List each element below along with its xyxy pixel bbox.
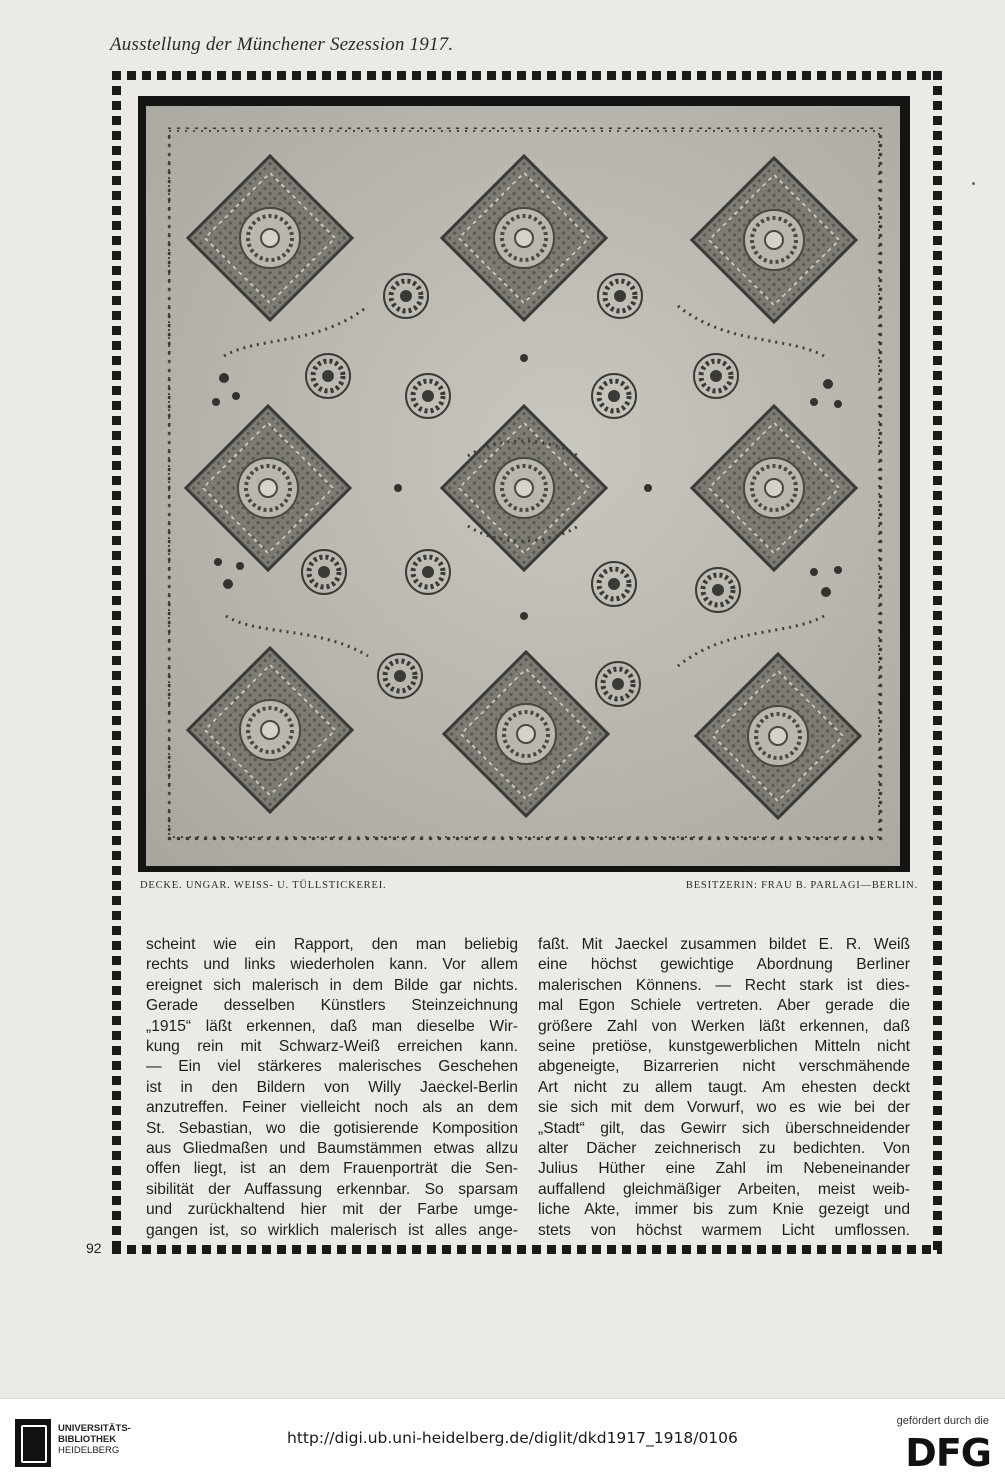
figure-caption-left: DECKE. UNGAR. WEISS- U. TÜLLSTICKEREI. (140, 880, 387, 891)
column-line: auffallend gleichmäßiger Arbeiten, meist weib- (538, 1180, 910, 1198)
funded-by-label: gefördert durch die (896, 1415, 989, 1427)
cloth-illustration (138, 96, 910, 872)
column-line: Julius Hüther eine Zahl im Nebeneinander (538, 1160, 910, 1178)
library-logo-icon (15, 1419, 51, 1467)
column-line: kung rein mit Schwarz-Weiß erreichen kann. (146, 1038, 518, 1056)
embroidered-cloth-photo (138, 96, 910, 872)
border-right (933, 71, 942, 1254)
library-name-line: BIBLIOTHEK (58, 1434, 117, 1445)
column-line: faßt. Mit Jaeckel zusammen bildet E. R. Weiß (538, 936, 910, 953)
column-line: offen liegt, ist an dem Frauenporträt die Sen- (146, 1160, 518, 1178)
border-top (112, 71, 942, 80)
column-line: ereignet sich malerisch in dem Bilde gar nichts. (146, 976, 518, 994)
text-column-left (146, 935, 518, 1241)
column-line: abgeneigte, Bizarrerien nicht verschmähende (538, 1058, 910, 1076)
column-line: mal Egon Schiele vertreten. Aber gerade die (538, 997, 910, 1015)
border-bottom (112, 1245, 942, 1254)
permalink-url[interactable]: http://digi.ub.uni-heidelberg.de/diglit/dkd1917_1918/0106 (287, 1429, 738, 1447)
column-line: Gerade desselben Künstlers Steinzeichnung (146, 997, 518, 1015)
column-line: scheint wie ein Rapport, den man beliebig (146, 936, 518, 953)
library-name (58, 1423, 131, 1456)
column-line: größere Zahl von Werken läßt erkennen, daß (538, 1017, 910, 1035)
column-line: eine höchst gewichtige Abordnung Berliner (538, 956, 910, 974)
figure-caption-right: BESITZERIN: FRAU B. PARLAGI—BERLIN. (685, 880, 918, 891)
column-line: aus Gliedmaßen und Baumstämmen etwas allzu (146, 1140, 518, 1158)
column-line: „Stadt“ gilt, das Gewirr sich überschneidender (538, 1119, 910, 1137)
library-name-line: HEIDELBERG (58, 1445, 120, 1456)
column-line: stets von höchst warmem Licht umflossen. (538, 1221, 910, 1239)
column-line: sie sich mit dem Vorwurf, wo es wie bei der (538, 1099, 910, 1117)
column-line: und zurückhaltend hier mit der Farbe umge- (146, 1201, 518, 1219)
column-line: liche Akte, immer bis zum Knie gezeigt und (538, 1201, 910, 1219)
border-left (112, 71, 121, 1254)
column-line: malerischen Könnens. — Recht stark ist dies- (538, 976, 910, 994)
column-line: ist in den Bildern von Willy Jaeckel-Berlin (146, 1078, 518, 1096)
running-head: Ausstellung der Münchener Sezession 1917. (110, 34, 454, 55)
column-line: seine pretiöse, kunstgewerblichen Mitteln nicht (538, 1038, 910, 1056)
column-line: rechts und links wiederholen kann. Vor allem (146, 956, 518, 974)
digitization-footer (0, 1398, 1005, 1482)
page-number: 92 (86, 1240, 102, 1256)
column-line: — Ein viel stärkeres malerisches Geschehen (146, 1058, 518, 1076)
column-line: alter Dächer zeichnerisch zu bedichten. Von (538, 1140, 910, 1158)
column-line: sibilität der Auffassung erkennbar. So sparsam (146, 1180, 518, 1198)
library-name-line: UNIVERSITÄTS- (58, 1423, 131, 1434)
dfg-logo: DFG (905, 1431, 991, 1475)
column-line: gangen ist, so wirklich malerisch ist alles ange- (146, 1221, 518, 1239)
column-line: Art nicht zu allem taugt. Am ehesten deckt (538, 1078, 910, 1096)
column-line: „1915“ läßt erkennen, daß man dieselbe Wir- (146, 1017, 518, 1035)
text-column-right (538, 935, 910, 1241)
column-line: anzutreffen. Feiner vielleicht noch als an dem (146, 1099, 518, 1117)
column-line: St. Sebastian, wo die gotisierende Komposition (146, 1119, 518, 1137)
paper-speck (972, 182, 975, 185)
